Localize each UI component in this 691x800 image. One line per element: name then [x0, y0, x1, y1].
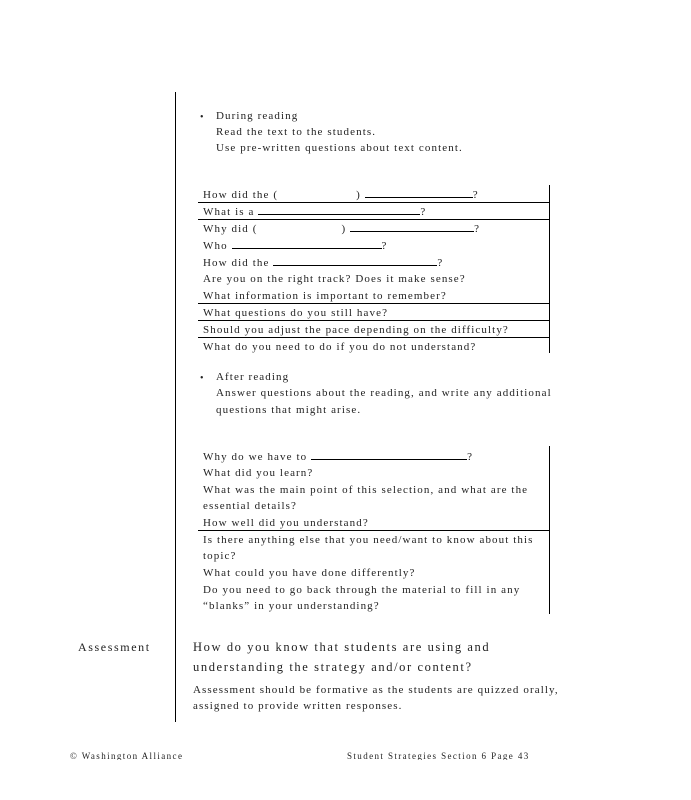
assessment-body-1: Assessment should be formative as the students are quizzed orally, — [193, 684, 559, 696]
question-box-1-rule — [198, 202, 550, 203]
question-information: What information is important to remember? — [203, 290, 447, 302]
during-reading-line-2: Use pre-written questions about text content. — [216, 142, 463, 154]
margin-rule — [175, 92, 176, 722]
after-reading-line-1: Answer questions about the reading, and write any additional — [216, 387, 552, 399]
bullet-after: • — [200, 373, 204, 384]
question-why-have-to: Why do we have to ? — [203, 451, 474, 463]
question-go-back-cont: “blanks” in your understanding? — [203, 600, 380, 612]
assessment-body-2: assigned to provide written responses. — [193, 700, 403, 712]
question-box-2-rule — [198, 530, 550, 531]
question-who: Who ? — [203, 240, 388, 252]
footer-left: © Washington Alliance — [70, 751, 184, 760]
question-why-did: Why did ( ) ? — [203, 223, 481, 235]
blank-line — [350, 222, 474, 232]
question-anything-else: Is there anything else that you need/want to know about this — [203, 534, 534, 546]
question-still-have: What questions do you still have? — [203, 307, 389, 319]
blank-line — [232, 239, 382, 249]
question-anything-else-cont: topic? — [203, 550, 237, 562]
blank-line — [311, 450, 467, 460]
question-box-1-rule — [198, 219, 550, 220]
question-main-point-cont: essential details? — [203, 500, 298, 512]
question-box-1-border — [549, 185, 550, 353]
question-what-is: What is a ? — [203, 206, 427, 218]
question-box-1-rule — [198, 320, 550, 321]
question-main-point: What was the main point of this selection, and what are the — [203, 484, 529, 496]
during-reading-title: During reading — [216, 110, 299, 122]
question-adjust-pace: Should you adjust the pace depending on the difficulty? — [203, 324, 509, 336]
after-reading-line-2: questions that might arise. — [216, 404, 362, 416]
question-do-not-understand: What do you need to do if you do not understand? — [203, 341, 477, 353]
during-reading-line-1: Read the text to the students. — [216, 126, 377, 138]
question-what-learn: What did you learn? — [203, 467, 314, 479]
question-how-well: How well did you understand? — [203, 517, 369, 529]
question-differently: What could you have done differently? — [203, 567, 416, 579]
question-right-track: Are you on the right track? Does it make sense? — [203, 273, 466, 285]
assessment-heading-2: understanding the strategy and/or content? — [193, 660, 473, 674]
assessment-heading-1: How do you know that students are using and — [193, 640, 491, 654]
bullet-during: • — [200, 112, 204, 123]
assessment-label: Assessment — [78, 640, 151, 654]
after-reading-title: After reading — [216, 371, 290, 383]
question-how-did: How did the ( ) ? — [203, 189, 479, 201]
blank-line — [273, 256, 437, 266]
question-box-1-rule — [198, 337, 550, 338]
question-box-1-rule — [198, 303, 550, 304]
blank-line — [258, 205, 420, 215]
question-how-did-the: How did the ? — [203, 257, 444, 269]
blank-line — [365, 188, 473, 198]
question-go-back: Do you need to go back through the material to fill in any — [203, 584, 521, 596]
footer-right: Student Strategies Section 6 Page 43 — [347, 751, 530, 760]
